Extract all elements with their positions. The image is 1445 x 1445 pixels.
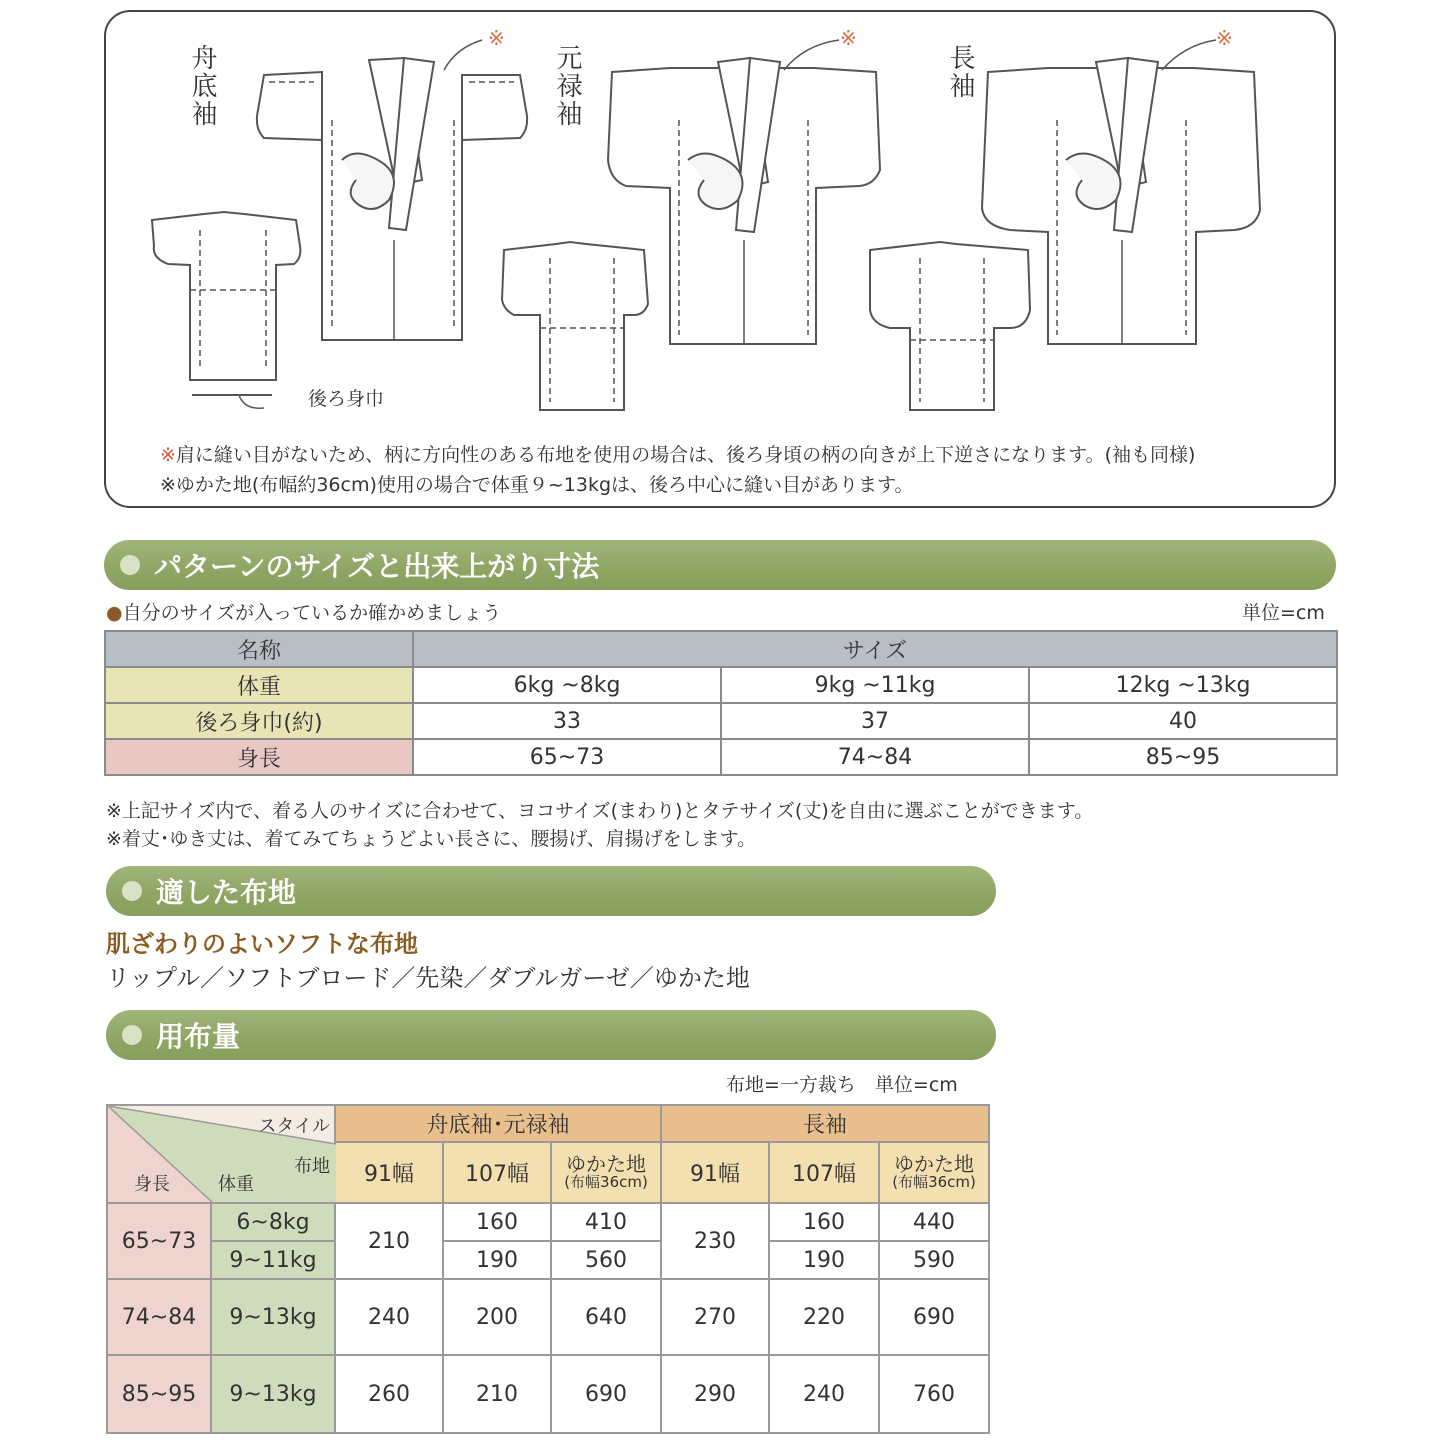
fabric-section-title: 適した布地 bbox=[156, 876, 297, 909]
corner-height-label: 身長 bbox=[134, 1174, 170, 1195]
header-name: 名称 bbox=[105, 631, 413, 667]
style-header-funazoko-genroku: 舟底袖･元禄袖 bbox=[335, 1105, 661, 1142]
table-row bbox=[105, 703, 1337, 739]
diagram-note-1 bbox=[160, 440, 1195, 467]
table-cell: 37 bbox=[721, 703, 1029, 739]
fabric-header: 107幅 bbox=[443, 1142, 551, 1203]
table-row bbox=[105, 739, 1337, 775]
corner-fabric-label: 布地 bbox=[294, 1156, 330, 1177]
fabric-header-main: ゆかた地 bbox=[894, 1152, 975, 1177]
size-subtitle bbox=[106, 598, 501, 625]
funazoko-back-garment bbox=[152, 212, 300, 380]
table-cell: 640 bbox=[551, 1279, 661, 1355]
header-size: サイズ bbox=[413, 631, 1337, 667]
table-cell: 6kg ~8kg bbox=[413, 667, 721, 703]
naga-mark-leader bbox=[1162, 40, 1216, 70]
weight-cell: 9~13kg bbox=[211, 1279, 335, 1355]
table-cell: 560 bbox=[551, 1241, 661, 1279]
table-row bbox=[107, 1203, 989, 1241]
yardage-section-header bbox=[106, 1010, 996, 1060]
table-row bbox=[107, 1279, 989, 1355]
height-cell: 65~73 bbox=[107, 1203, 211, 1279]
table-cell: 160 bbox=[769, 1203, 879, 1241]
fabric-header-sub: (布幅36cm) bbox=[564, 1173, 648, 1192]
table-cell: 74~84 bbox=[721, 739, 1029, 775]
table-cell: 160 bbox=[443, 1203, 551, 1241]
size-unit: 単位=cm bbox=[1242, 602, 1325, 624]
fabric-header-main: ゆかた地 bbox=[566, 1152, 647, 1177]
table-cell: 190 bbox=[769, 1241, 879, 1279]
naga-back-garment bbox=[870, 242, 1030, 410]
back-width-label: 後ろ身巾 bbox=[308, 388, 385, 410]
table-cell: 12kg ~13kg bbox=[1029, 667, 1337, 703]
fabric-header-sub: (布幅36cm) bbox=[892, 1173, 976, 1192]
naga-mark: ※ bbox=[1216, 26, 1233, 50]
table-cell: 270 bbox=[661, 1279, 769, 1355]
weight-cell: 6~8kg bbox=[211, 1203, 335, 1241]
table-cell: 220 bbox=[769, 1279, 879, 1355]
table-cell: 410 bbox=[551, 1203, 661, 1241]
table-cell: 690 bbox=[551, 1355, 661, 1433]
table-row bbox=[107, 1241, 989, 1279]
note-mark: ※ bbox=[160, 444, 176, 466]
funazoko-mark: ※ bbox=[488, 26, 505, 50]
table-cell: 440 bbox=[879, 1203, 989, 1241]
table-cell: 210 bbox=[443, 1355, 551, 1433]
kimono-diagram bbox=[104, 10, 1336, 508]
table-cell: 590 bbox=[879, 1241, 989, 1279]
row-label-weight: 体重 bbox=[105, 667, 413, 703]
corner-weight-label: 体重 bbox=[218, 1174, 254, 1195]
fabric-header: 91幅 bbox=[661, 1142, 769, 1203]
note-text: ゆかた地(布幅約36cm)使用の場合で体重９~13kgは、後ろ中心に縫い目があります。 bbox=[175, 474, 914, 496]
header-dot bbox=[120, 555, 140, 575]
funazoko-mark-leader bbox=[444, 40, 482, 70]
weight-cell: 9~11kg bbox=[211, 1241, 335, 1279]
weight-cell: 9~13kg bbox=[211, 1355, 335, 1433]
row-label-height: 身長 bbox=[105, 739, 413, 775]
naga-label: 長袖 bbox=[945, 44, 975, 100]
header-dot bbox=[122, 1025, 142, 1045]
table-cell: 200 bbox=[443, 1279, 551, 1355]
table-cell: 85~95 bbox=[1029, 739, 1337, 775]
fabric-subtitle: 肌ざわりのよいソフトな布地 bbox=[106, 930, 418, 958]
table-cell: 240 bbox=[769, 1355, 879, 1433]
fabric-list: リップル／ソフトブロード／先染／ダブルガーゼ／ゆかた地 bbox=[106, 964, 750, 992]
yardage-table bbox=[106, 1104, 990, 1434]
corner-style-label: スタイル bbox=[258, 1116, 330, 1137]
yardage-section-title: 用布量 bbox=[156, 1020, 241, 1053]
fabric-header bbox=[879, 1142, 989, 1203]
size-table bbox=[104, 630, 1338, 776]
table-cell: 230 bbox=[661, 1203, 769, 1279]
table-cell: 760 bbox=[879, 1355, 989, 1433]
corner-cell bbox=[107, 1105, 335, 1203]
table-row bbox=[107, 1105, 989, 1142]
size-note-2: ※着丈･ゆき丈は、着てみてちょうどよい長さに、腰揚げ、肩揚げをします。 bbox=[106, 828, 757, 850]
bullet-icon: ● bbox=[106, 602, 123, 624]
table-cell: 190 bbox=[443, 1241, 551, 1279]
genroku-label: 元禄袖 bbox=[552, 44, 582, 128]
table-cell: 210 bbox=[335, 1203, 443, 1279]
size-note-1: ※上記サイズ内で、着る人のサイズに合わせて、ヨコサイズ(まわり)とタテサイズ(丈)を自由に選ぶことができます。 bbox=[106, 800, 1094, 822]
funazoko-label: 舟底袖 bbox=[187, 44, 217, 128]
back-width-dimension bbox=[192, 395, 272, 408]
size-section-header bbox=[104, 540, 1336, 590]
table-row bbox=[105, 667, 1337, 703]
genroku-mark: ※ bbox=[840, 26, 857, 50]
diagram-note-2 bbox=[160, 470, 914, 497]
note-mark: ※ bbox=[160, 474, 176, 496]
height-cell: 74~84 bbox=[107, 1279, 211, 1355]
size-subtitle-text: 自分のサイズが入っているか確かめましょう bbox=[122, 602, 502, 624]
table-cell: 65~73 bbox=[413, 739, 721, 775]
style-header-naga: 長袖 bbox=[661, 1105, 989, 1142]
table-cell: 40 bbox=[1029, 703, 1337, 739]
size-section-title: パターンのサイズと出来上がり寸法 bbox=[154, 550, 600, 583]
table-cell: 240 bbox=[335, 1279, 443, 1355]
note-text: 肩に縫い目がないため、柄に方向性のある布地を使用の場合は、後ろ身頃の柄の向きが上下逆さになります。(袖も同様) bbox=[175, 444, 1196, 466]
table-row bbox=[107, 1355, 989, 1433]
funazoko-front-garment bbox=[257, 58, 527, 340]
table-cell: 9kg ~11kg bbox=[721, 667, 1029, 703]
fabric-header: 91幅 bbox=[335, 1142, 443, 1203]
table-cell: 260 bbox=[335, 1355, 443, 1433]
header-dot bbox=[122, 881, 142, 901]
fabric-header: 107幅 bbox=[769, 1142, 879, 1203]
table-cell: 33 bbox=[413, 703, 721, 739]
table-row bbox=[105, 631, 1337, 667]
genroku-back-garment bbox=[502, 242, 648, 410]
fabric-header bbox=[551, 1142, 661, 1203]
genroku-mark-leader bbox=[784, 40, 839, 70]
fabric-section-header bbox=[106, 866, 996, 916]
yardage-unit: 布地=一方裁ち 単位=cm bbox=[726, 1074, 958, 1096]
row-label-back-width: 後ろ身巾(約) bbox=[105, 703, 413, 739]
height-cell: 85~95 bbox=[107, 1355, 211, 1433]
table-cell: 290 bbox=[661, 1355, 769, 1433]
table-cell: 690 bbox=[879, 1279, 989, 1355]
genroku-front-garment bbox=[608, 58, 880, 344]
